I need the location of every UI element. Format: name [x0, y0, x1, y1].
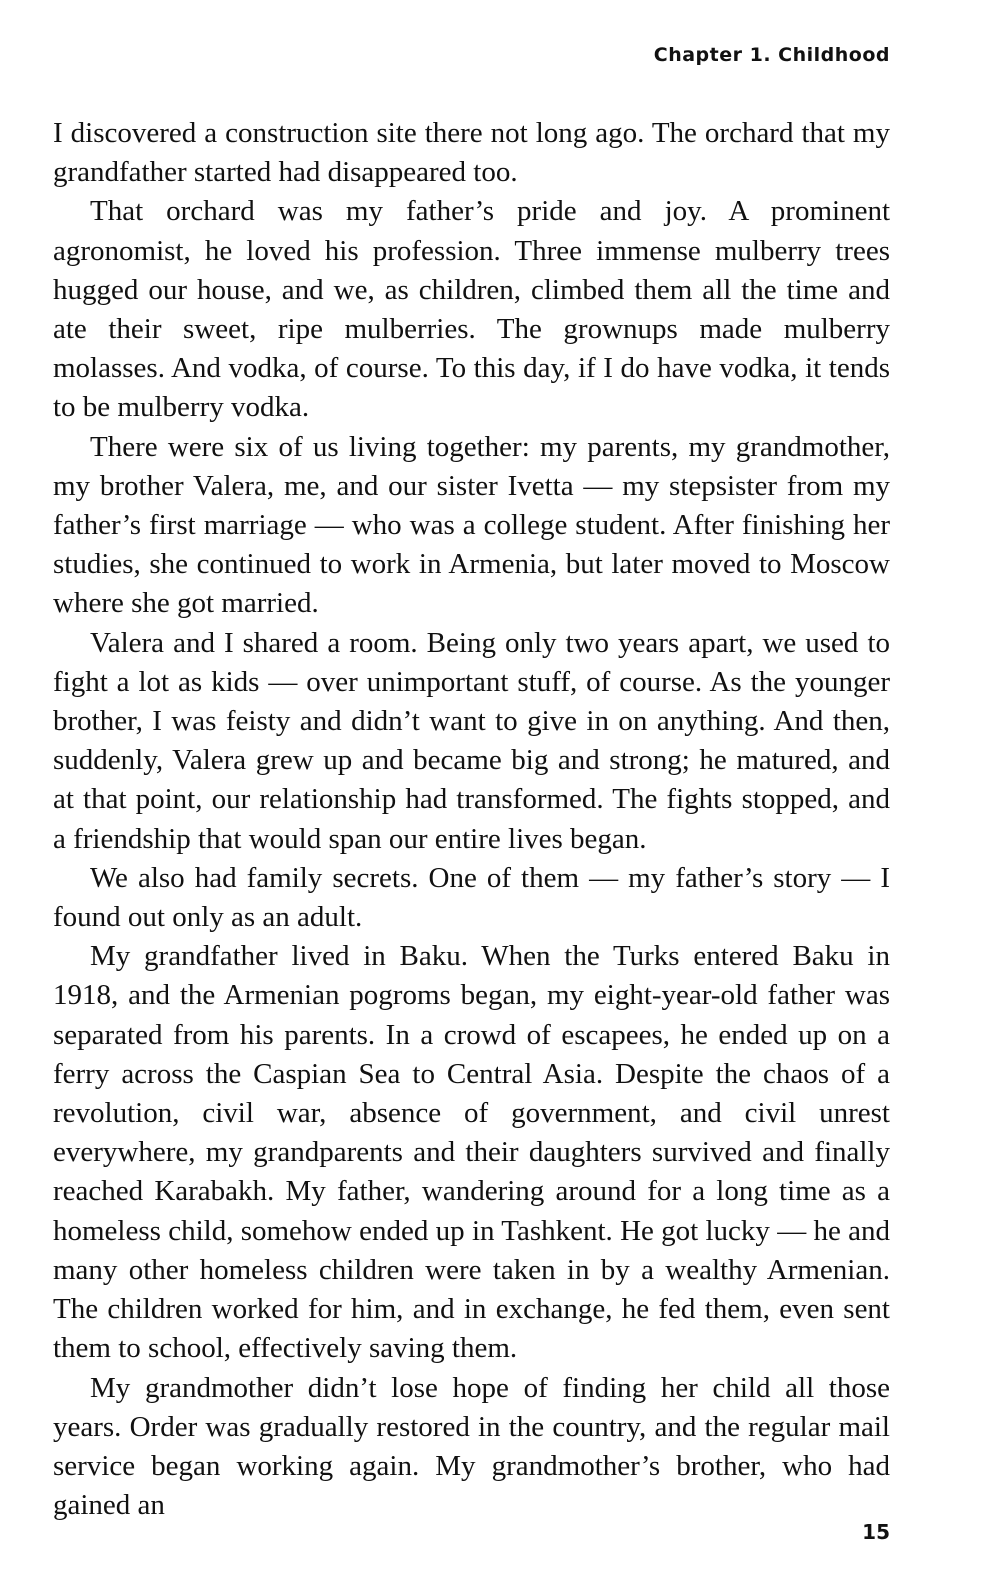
- paragraph: My grandfather lived in Baku. When the Turks entered Baku in 1918, and the Armenian pogroms began, my eight-year-old father was separated from his parents. In a crowd of escapees, he ended up on a ferry across the Caspian Sea to Central Asia. Despite the chaos of a revolution, civil war, absence of government, and civil unrest everywhere, my grandparents and their daughters survived and finally reached Karabakh. My father, wandering around for a long time as a homeless child, somehow ended up in Tashkent. He got lucky — he and many other homeless children were taken in by a wealthy Armenian. The children worked for him, and in exchange, he fed them, even sent them to school, effectively saving them.: [53, 940, 890, 1365]
- paragraph: There were six of us living together: my parents, my grandmother, my brother Valera, me, and our sister Ivetta — my stepsister from my father’s first marriage — who was a college student. After finishing her studies, she continued to work in Armenia, but later moved to Moscow where she got married.: [53, 430, 890, 620]
- paragraph: My grandmother didn’t lose hope of finding her child all those years. Order was gradually restored in the country, and the regular mail service began working again. My grandmother’s brother, who had gained an: [53, 1371, 890, 1522]
- running-head: Chapter 1. Childhood: [653, 44, 890, 66]
- paragraph: We also had family secrets. One of them — my father’s story — I found out only as an adult.: [53, 861, 890, 934]
- paragraph: That orchard was my father’s pride and joy. A prominent agronomist, he loved his profession. Three immense mulberry trees hugged our house, and we, as children, climbed them all the time and ate their sweet, ripe mulberries. The grownups made mulberry molasses. And vodka, of course. To this day, if I do have vodka, it tends to be mulberry vodka.: [53, 195, 890, 424]
- page-number: 15: [862, 1520, 890, 1544]
- paragraph-continued: I discovered a construction site there not long ago. The orchard that my grandfather started had disappeared too.: [53, 117, 890, 189]
- paragraph: Valera and I shared a room. Being only two years apart, we used to fight a lot as kids — over unimportant stuff, of course. As the younger brother, I was feisty and didn’t want to give in on anything. And then, suddenly, Valera grew up and became big and strong; he matured, and at that point, our relationship had transformed. The fights stopped, and a friendship that would span our entire lives began.: [53, 626, 890, 855]
- page-body: [53, 114, 890, 1525]
